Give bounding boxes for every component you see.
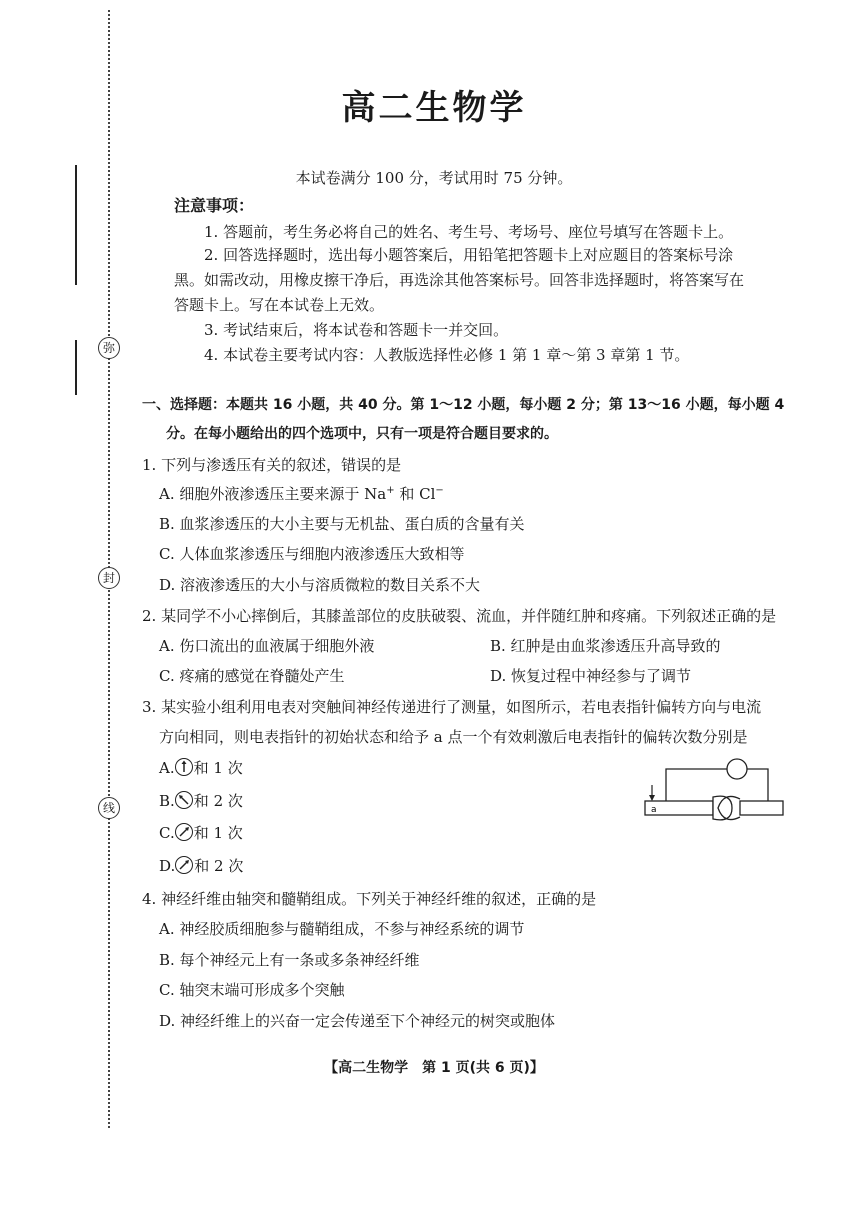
seal-mark-xian: 线 — [98, 797, 120, 819]
question-1-stem: 1. 下列与渗透压有关的叙述，错误的是 — [142, 456, 402, 474]
question-2-option-a: A. 伤口流出的血液属于细胞外液 — [159, 637, 375, 655]
page-title: 高二生物学 — [341, 88, 527, 128]
notice-line: 1. 答题前，考生务必将自己的姓名、考生号、考场号、座位号填写在答题卡上。 — [204, 223, 734, 241]
question-2-option-c: C. 疼痛的感觉在脊髓处产生 — [159, 667, 345, 685]
question-3-option-c: C. 和 1 次 — [159, 824, 243, 842]
question-1-option-c: C. 人体血浆渗透压与细胞内液渗透压大致相等 — [159, 545, 465, 563]
section-heading: 一、选择题：本题共 16 小题，共 40 分。第 1～12 小题，每小题 2 分；第 13～16 小题，每小题 4 — [142, 397, 785, 413]
question-4-stem: 4. 神经纤维由轴突和髓鞘组成。下列关于神经纤维的叙述，正确的是 — [142, 890, 597, 908]
question-3-option-a: A. 和 1 次 — [159, 759, 243, 777]
seal-mark-mi: 弥 — [98, 337, 120, 359]
question-2-option-d: D. 恢复过程中神经参与了调节 — [490, 667, 692, 685]
question-3-stem-cont: 方向相同，则电表指针的初始状态和给予 a 点一个有效刺激后电表指针的偏转次数分别是 — [159, 728, 748, 746]
question-4-option-d: D. 神经纤维上的兴奋一定会传递至下个神经元的树突或胞体 — [159, 1012, 556, 1030]
notice-line: 3. 考试结束后，将本试卷和答题卡一并交回。 — [204, 321, 509, 339]
section-instruction: 分。在每小题给出的四个选项中，只有一项是符合题目要求的。 — [166, 426, 558, 442]
notice-line: 4. 本试卷主要考试内容：人教版选择性必修 1 第 1 章～第 3 章第 1 节。 — [204, 346, 690, 364]
synapse-meter-diagram — [640, 755, 790, 845]
exam-info: 本试卷满分 100 分，考试用时 75 分钟。 — [295, 169, 573, 187]
question-1-option-b: B. 血浆渗透压的大小主要与无机盐、蛋白质的含量有关 — [159, 515, 525, 533]
question-4-option-a: A. 神经胶质细胞参与髓鞘组成，不参与神经系统的调节 — [159, 920, 525, 938]
question-2-option-b: B. 红肿是由血浆渗透压升高导致的 — [490, 637, 721, 655]
question-3-stem: 3. 某实验小组利用电表对突触间神经传递进行了测量，如图所示，若电表指针偏转方向与电流 — [142, 698, 762, 716]
question-1-option-d: D. 溶液渗透压的大小与溶质微粒的数目关系不大 — [159, 576, 481, 594]
question-4-option-c: C. 轴突末端可形成多个突触 — [159, 981, 345, 999]
meter-needle-left-icon — [175, 791, 193, 809]
point-a-label: a — [651, 805, 657, 815]
seal-mark-feng: 封 — [98, 567, 120, 589]
notice-line: 2. 回答选择题时，选出每小题答案后，用铅笔把答题卡上对应题目的答案标号涂 — [204, 246, 734, 264]
notice-line: 黑。如需改动，用橡皮擦干净后，再选涂其他答案标号。回答非选择题时，将答案写在 — [174, 271, 745, 289]
question-1-option-a: A. 细胞外液渗透压主要来源于 Na+ 和 Cl− — [159, 485, 444, 503]
notice-heading: 注意事项： — [174, 196, 255, 215]
meter-needle-right-icon — [175, 823, 193, 841]
meter-needle-up-icon — [175, 758, 193, 776]
question-2-stem: 2. 某同学不小心摔倒后，其膝盖部位的皮肤破裂、流血，并伴随红肿和疼痛。下列叙述正确的是 — [142, 607, 777, 625]
question-3-option-b: B. 和 2 次 — [159, 792, 243, 810]
margin-bar — [75, 340, 77, 395]
question-4-option-b: B. 每个神经元上有一条或多条神经纤维 — [159, 951, 420, 969]
notice-line: 答题卡上。写在本试卷上无效。 — [174, 296, 385, 314]
postsynaptic-fiber — [740, 801, 783, 815]
meter-needle-right-icon — [175, 856, 193, 874]
question-3-option-d: D. 和 2 次 — [159, 857, 244, 875]
page-footer: 【高二生物学 第 1 页(共 6 页)】 — [324, 1060, 544, 1076]
meter-icon — [727, 759, 747, 779]
